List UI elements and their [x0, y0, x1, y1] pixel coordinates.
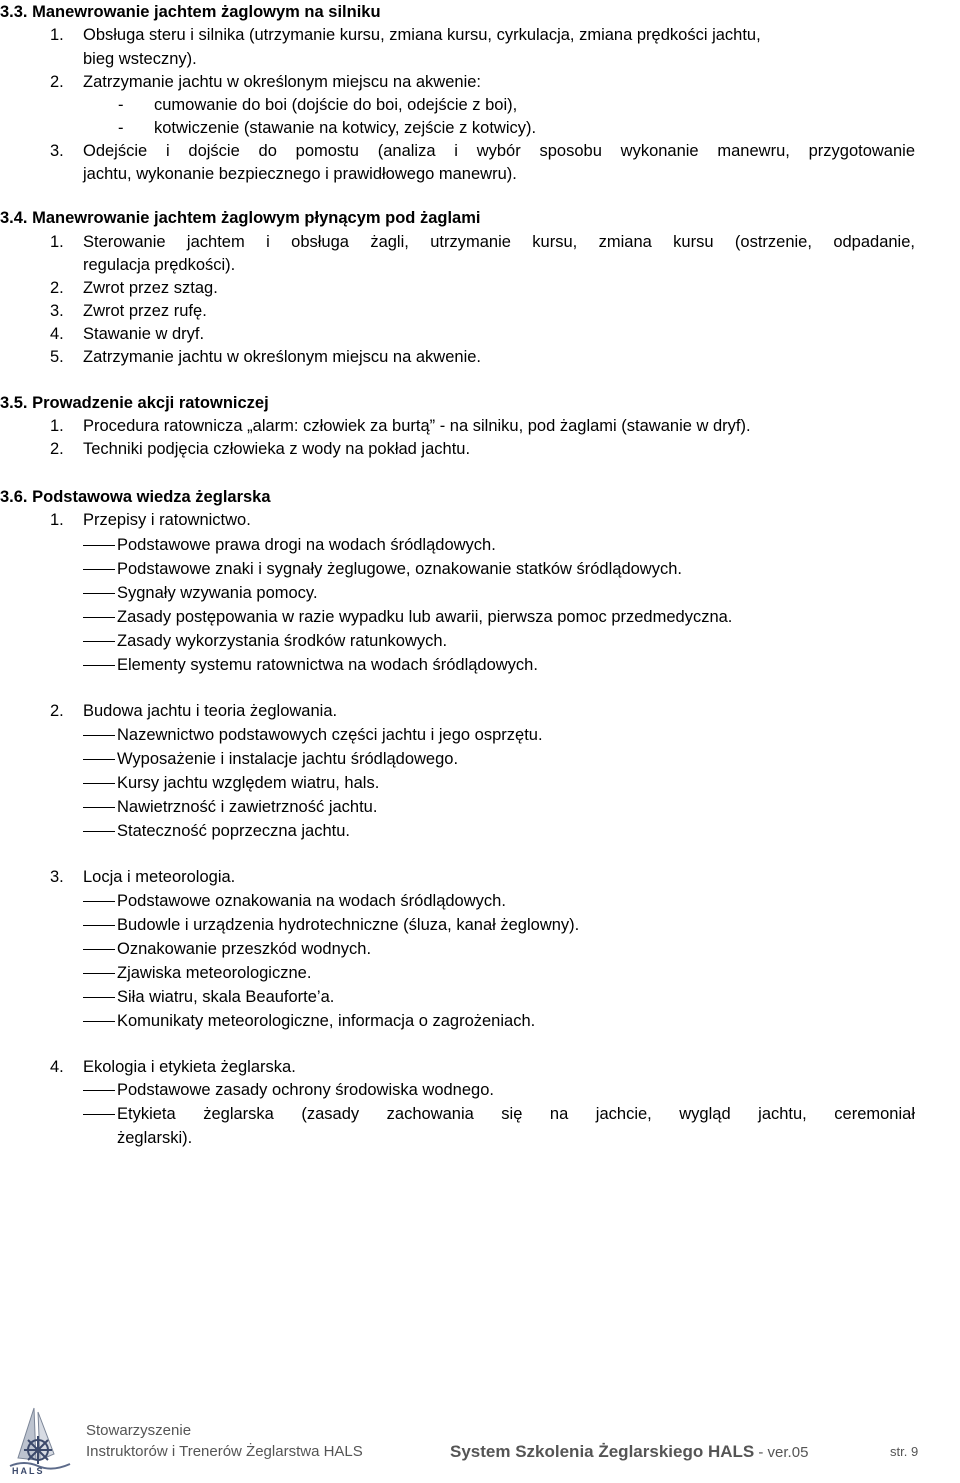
section-title-3-4: 3.4. Manewrowanie jachtem żaglowym płynącym pod żaglami: [0, 209, 481, 227]
bullet-text: Podstawowe znaki i sygnały żeglugowe, oznakowanie statków śródlądowych.: [117, 560, 682, 578]
list-number: 2.: [50, 702, 64, 720]
footer-org-line2: Instruktorów i Trenerów Żeglarstwa HALS: [86, 1443, 363, 1460]
hals-logo: [4, 1404, 76, 1478]
bullet-text: Zjawiska meteorologiczne.: [117, 964, 312, 982]
dash-bullet: [83, 1114, 115, 1115]
bullet-text: Podstawowe oznakowania na wodach śródlądowych.: [117, 892, 506, 910]
footer-page-label: str.: [890, 1444, 908, 1459]
dash-bullet: [83, 759, 115, 760]
group-title: Locja i meteorologia.: [83, 868, 236, 886]
list-item-text: Zatrzymanie jachtu w określonym miejscu na akwenie:: [83, 73, 481, 91]
dash-bullet: [83, 617, 115, 618]
list-number: 3.: [50, 302, 64, 320]
list-number: 1.: [50, 233, 64, 251]
section-title-3-6: 3.6. Podstawowa wiedza żeglarska: [0, 488, 271, 506]
bullet-text: Podstawowe zasady ochrony środowiska wodnego.: [117, 1081, 494, 1099]
list-item-text: Zwrot przez rufę.: [83, 302, 207, 320]
footer-system: System Szkolenia Żeglarskiego HALS: [450, 1442, 755, 1461]
list-number: 4.: [50, 325, 64, 343]
dash-bullet: [83, 569, 115, 570]
list-number: 3.: [50, 868, 64, 886]
bullet-text: Podstawowe prawa drogi na wodach śródlądowych.: [117, 536, 496, 554]
dash-bullet: [83, 925, 115, 926]
list-number: 5.: [50, 348, 64, 366]
list-number: 1.: [50, 417, 64, 435]
dash-bullet: [83, 1021, 115, 1022]
dash-bullet: [83, 783, 115, 784]
footer-page-number: 9: [910, 1444, 919, 1459]
bullet-text: Etykieta żeglarska (zasady zachowania się na jachcie, wygląd jachtu, ceremoniał: [117, 1105, 915, 1123]
dash-bullet: [83, 831, 115, 832]
list-item-text: Techniki podjęcia człowieka z wody na pokład jachtu.: [83, 440, 471, 458]
list-item-text: Sterowanie jachtem i obsługa żagli, utrzymanie kursu, zmiana kursu (ostrzenie, odpadanie,: [83, 233, 915, 251]
logo-text: HALS: [12, 1466, 45, 1476]
group-title: Budowa jachtu i teoria żeglowania.: [83, 702, 338, 720]
dash-bullet: [83, 807, 115, 808]
bullet-text: Nazewnictwo podstawowych części jachtu i jego osprzętu.: [117, 726, 543, 744]
sub-item-text: kotwiczenie (stawanie na kotwicy, zejście z kotwicy).: [154, 119, 537, 137]
bullet-text: Zasady postępowania w razie wypadku lub awarii, pierwsza pomoc przedmedyczna.: [117, 608, 733, 626]
list-number: 2.: [50, 73, 64, 91]
bullet-text: Nawietrzność i zawietrzność jachtu.: [117, 798, 378, 816]
list-item-text: bieg wsteczny).: [83, 50, 197, 68]
sub-dash: -: [118, 119, 124, 137]
bullet-text: Wyposażenie i instalacje jachtu śródlądowego.: [117, 750, 459, 768]
bullet-text: żeglarski).: [117, 1129, 193, 1147]
sub-dash: -: [118, 96, 124, 114]
bullet-text: Oznakowanie przeszkód wodnych.: [117, 940, 372, 958]
dash-bullet: [83, 901, 115, 902]
list-number: 3.: [50, 142, 64, 160]
footer-version: - ver.05: [754, 1444, 809, 1461]
dash-bullet: [83, 997, 115, 998]
dash-bullet: [83, 665, 115, 666]
section-title-3-5: 3.5. Prowadzenie akcji ratowniczej: [0, 394, 269, 412]
dash-bullet: [83, 641, 115, 642]
list-item-text: regulacja prędkości).: [83, 256, 236, 274]
group-title: Ekologia i etykieta żeglarska.: [83, 1058, 296, 1076]
dash-bullet: [83, 545, 115, 546]
sub-item-text: cumowanie do boi (dojście do boi, odejście z boi),: [154, 96, 518, 114]
list-number: 4.: [50, 1058, 64, 1076]
dash-bullet: [83, 593, 115, 594]
list-item-text: Odejście i dojście do pomostu (analiza i wybór sposobu wykonanie manewru, przygotowanie: [83, 142, 915, 160]
dash-bullet: [83, 735, 115, 736]
footer-system-name: [450, 1442, 808, 1463]
list-number: 1.: [50, 511, 64, 529]
section-title-3-3: 3.3. Manewrowanie jachtem żaglowym na silniku: [0, 3, 381, 21]
list-item-text: Zwrot przez sztag.: [83, 279, 218, 297]
bullet-text: Zasady wykorzystania środków ratunkowych.: [117, 632, 448, 650]
list-number: 2.: [50, 279, 64, 297]
bullet-text: Sygnały wzywania pomocy.: [117, 584, 318, 602]
bullet-text: Budowle i urządzenia hydrotechniczne (śluza, kanał żeglowny).: [117, 916, 580, 934]
dash-bullet: [83, 973, 115, 974]
list-item-text: Obsługa steru i silnika (utrzymanie kursu, zmiana kursu, cyrkulacja, zmiana prędkości jachtu,: [83, 26, 761, 44]
footer-page: [890, 1442, 918, 1462]
bullet-text: Siła wiatru, skala Beauforte’a.: [117, 988, 335, 1006]
group-title: Przepisy i ratownictwo.: [83, 511, 251, 529]
dash-bullet: [83, 1090, 115, 1091]
list-number: 1.: [50, 26, 64, 44]
list-item-text: Procedura ratownicza „alarm: człowiek za burtą” - na silniku, pod żaglami (stawanie w dryf).: [83, 417, 751, 435]
list-item-text: Stawanie w dryf.: [83, 325, 205, 343]
list-item-text: jachtu, wykonanie bezpiecznego i prawidłowego manewru).: [83, 165, 517, 183]
bullet-text: Komunikaty meteorologiczne, informacja o zagrożeniach.: [117, 1012, 536, 1030]
list-item-text: Zatrzymanie jachtu w określonym miejscu na akwenie.: [83, 348, 481, 366]
bullet-text: Kursy jachtu względem wiatru, hals.: [117, 774, 380, 792]
dash-bullet: [83, 949, 115, 950]
bullet-text: Stateczność poprzeczna jachtu.: [117, 822, 350, 840]
footer-org-line1: Stowarzyszenie: [86, 1422, 192, 1439]
bullet-text: Elementy systemu ratownictwa na wodach śródlądowych.: [117, 656, 538, 674]
list-number: 2.: [50, 440, 64, 458]
